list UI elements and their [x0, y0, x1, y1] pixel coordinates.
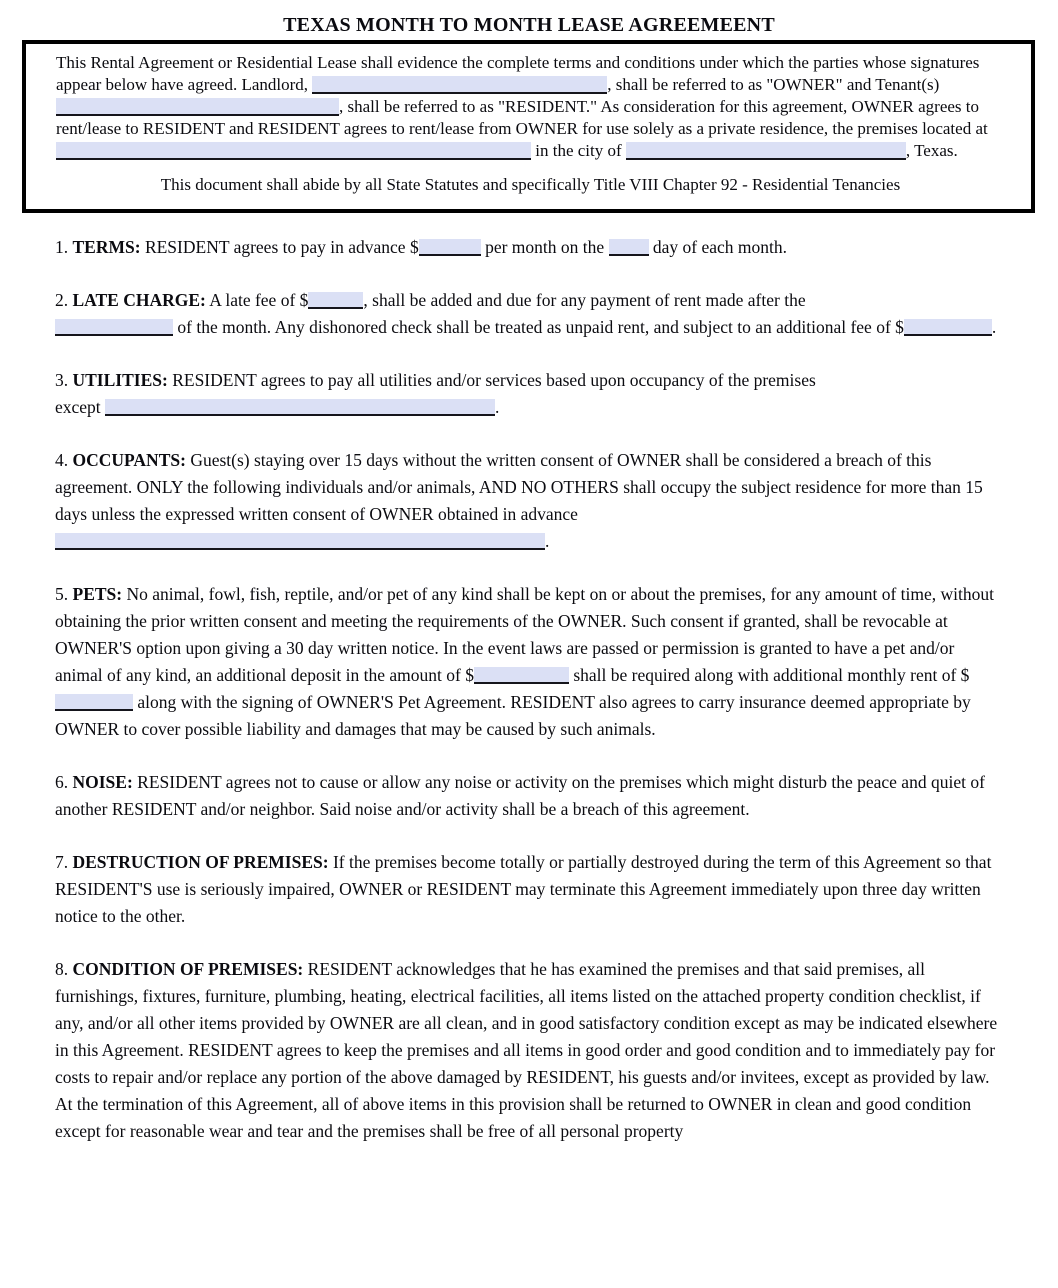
sections-container: [55, 234, 1005, 1145]
pet-deposit-amount-field[interactable]: [474, 667, 569, 684]
late-fee-amount-field[interactable]: [308, 292, 363, 309]
section-destruction-of-premises: 7. DESTRUCTION OF PREMISES: If the premises become totally or partially destroyed during the term of this Agreement so that RESIDENT'S use is seriously impaired, OWNER or RESIDENT may terminate this Agreement immediately upon three day written notice to the other.: [55, 852, 992, 926]
section-heading-occupants: OCCUPANTS:: [72, 450, 186, 470]
intro-paragraph: This Rental Agreement or Residential Lease shall evidence the complete terms and conditions under which the parties whose signatures appear below have agreed. Landlord, , shall be referred to as "OWNER" and Tenant(s) , shall be referred to as "RESIDENT." As consideration for this agreement, OWNER agrees to rent/lease to RESIDENT and RESIDENT agrees to rent/lease from OWNER for use solely as a private residence, the premises located at in the city of , Texas.: [56, 53, 988, 160]
section-utilities: 3. UTILITIES: RESIDENT agrees to pay all utilities and/or services based upon occupancy of the premises except .: [55, 370, 816, 417]
occupants-list-field[interactable]: [55, 533, 545, 550]
section-noise: 6. NOISE: RESIDENT agrees not to cause or allow any noise or activity on the premises which might disturb the peace and quiet of another RESIDENT and/or neighbor. Said noise and/or activity shall be a breach of this agreement.: [55, 772, 985, 819]
section-heading-terms: TERMS:: [72, 237, 141, 257]
section-terms: 1. TERMS: RESIDENT agrees to pay in advance $ per month on the day of each month.: [55, 237, 788, 257]
section-pets: 5. PETS: No animal, fowl, fish, reptile, and/or pet of any kind shall be kept on or about the premises, for any amount of time, without obtaining the prior written consent and meeting the requirements of the OWNER. Such consent if granted, shall be revocable at OWNER'S option upon giving a 30 day written notice. In the event laws are passed or permission is granted to have a pet and/or animal of any kind, an additional deposit in the amount of $ shall be required along with additional monthly rent of $ along with the signing of OWNER'S Pet Agreement. RESIDENT also agrees to carry insurance deemed appropriate by OWNER to cover possible liability and damages that may be caused by such animals.: [55, 584, 994, 739]
section-heading-utilities: UTILITIES:: [72, 370, 168, 390]
pet-monthly-rent-field[interactable]: [55, 694, 133, 711]
intro-box: [22, 40, 1035, 213]
section-occupants: 4. OCCUPANTS: Guest(s) staying over 15 days without the written consent of OWNER shall be considered a breach of this agreement. ONLY the following individuals and/or animals, AND NO OTHERS shall occupy the subject residence for more than 15 days unless the expressed written consent of OWNER obtained in advance .: [55, 450, 983, 551]
premises-address-field[interactable]: [56, 142, 531, 160]
tenant-names-field[interactable]: [56, 98, 339, 116]
document-title: TEXAS MONTH TO MONTH LEASE AGREEMEENT: [283, 14, 775, 36]
city-field[interactable]: [626, 142, 906, 160]
monthly-rent-amount-field[interactable]: [419, 239, 481, 256]
section-heading-pets: PETS:: [72, 584, 123, 604]
section-heading-destruction-of-premises: DESTRUCTION OF PREMISES:: [72, 852, 329, 872]
rent-due-day-field[interactable]: [609, 239, 649, 256]
utilities-exception-field[interactable]: [105, 399, 495, 416]
statute-line: This document shall abide by all State Statutes and specifically Title VIII Chapter 92 - Residential Tenancies: [160, 175, 901, 194]
landlord-name-field[interactable]: [312, 76, 607, 94]
section-heading-noise: NOISE:: [72, 772, 133, 792]
section-late-charge: 2. LATE CHARGE: A late fee of $ , shall be added and due for any payment of rent made after the of the month. Any dishonored check shall be treated as unpaid rent, and subject to an additional fee of $ .: [55, 290, 997, 337]
dishonored-check-fee-field[interactable]: [904, 319, 992, 336]
section-heading-condition-of-premises: CONDITION OF PREMISES:: [72, 959, 304, 979]
section-heading-late-charge: LATE CHARGE:: [72, 290, 206, 310]
section-condition-of-premises: 8. CONDITION OF PREMISES: RESIDENT acknowledges that he has examined the premises and that said premises, all furnishings, fixtures, furniture, plumbing, heating, electrical facilities, all items listed on the attached property condition checklist, if any, and/or all other items provided by OWNER are all clean, and in good satisfactory condition except as may be indicated elsewhere in this Agreement. RESIDENT agrees to keep the premises and all items in good order and good condition and to immediately pay for costs to repair and/or replace any portion of the above damaged by RESIDENT, his guests and/or invitees, except as provided by law. At the termination of this Agreement, all of above items in this provision shall be returned to OWNER in clean and good condition except for reasonable wear and tear and the premises shall be free of all personal property: [55, 959, 998, 1141]
late-fee-day-field[interactable]: [55, 319, 173, 336]
